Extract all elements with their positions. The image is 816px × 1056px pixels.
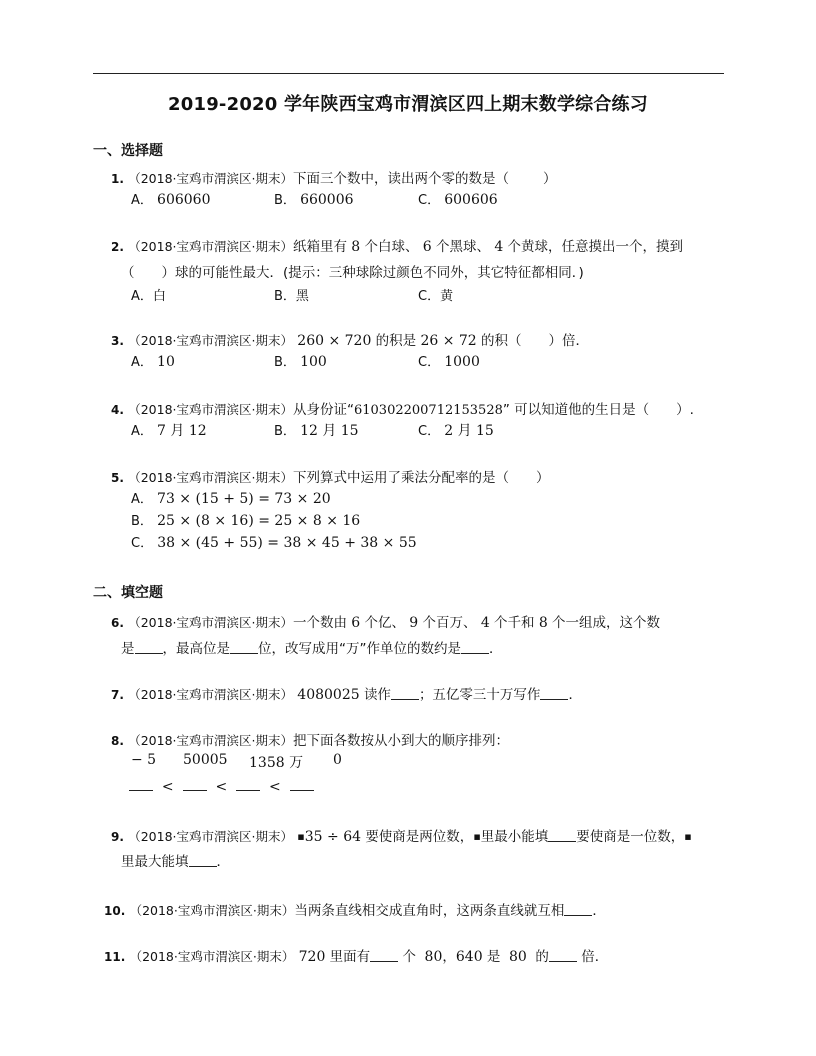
option-c: C． 1000: [418, 354, 480, 370]
number-item: 50005: [183, 752, 228, 768]
section-heading-fill: 二、填空题: [93, 585, 163, 601]
option-b: B．黑: [274, 289, 309, 304]
question-number: 2.: [111, 240, 124, 254]
answer-blank[interactable]: [189, 854, 217, 867]
question-source: （2018·宝鸡市渭滨区·期末）: [129, 903, 295, 918]
option-value: 606060: [157, 192, 211, 208]
question-number: 7.: [111, 688, 124, 702]
option-b: B． 100: [274, 354, 327, 370]
option-c: C． 2 月 15: [418, 423, 494, 439]
number-item: 0: [333, 752, 342, 768]
answer-blank[interactable]: [391, 687, 419, 700]
question-text: 下面三个数中，读出两个零的数是（: [292, 171, 509, 187]
option-c: C． 600606: [418, 192, 498, 208]
question-7: 7. （2018·宝鸡市渭滨区·期末） 4080025 读作 ；五亿零三十万写作 ．: [111, 687, 582, 703]
answer-blank[interactable]: [461, 641, 489, 654]
answer-blank[interactable]: [236, 778, 260, 791]
question-2: 2. （2018·宝鸡市渭滨区·期末）纸箱里有 8 个白球、 6 个黑球、 4 个黄球，任意摸出一个，摸到: [111, 239, 684, 255]
option-a: A． 606060: [131, 192, 211, 208]
option-value: 73 × (15 + 5) = 73 × 20: [157, 491, 331, 507]
question-number: 5.: [111, 471, 124, 485]
question-source: （2018·宝鸡市渭滨区·期末）: [128, 615, 293, 630]
question-source: （2018·宝鸡市渭滨区·期末）: [128, 239, 293, 254]
question-2-line-2: （ ）球的可能性最大．(提示：三种球除过颜色不同外，其它特征都相同．): [121, 265, 584, 281]
answer-blank[interactable]: [129, 778, 153, 791]
answer-blank[interactable]: [564, 903, 592, 916]
question-number: 11.: [104, 950, 126, 964]
option-value: 7 月 12: [157, 423, 207, 439]
question-source: （2018·宝鸡市渭滨区·期末）: [128, 333, 293, 348]
option-value: 白: [152, 289, 166, 304]
question-number: 3.: [111, 334, 124, 348]
question-6: 6. （2018·宝鸡市渭滨区·期末）一个数由 6 个亿、 9 个百万、 4 个千和 8 个一组成，这个数: [111, 615, 661, 631]
number-item: − 5: [131, 752, 157, 768]
question-5: 5. （2018·宝鸡市渭滨区·期末）下列算式中运用了乘法分配率的是（ ）: [111, 470, 550, 486]
option-value: 100: [300, 354, 327, 370]
option-b: B． 25 × (8 × 16) = 25 × 8 × 16: [131, 513, 361, 529]
question-3: 3. （2018·宝鸡市渭滨区·期末） 260 × 720 的积是 26 × 72 的积（ ）倍．: [111, 333, 590, 349]
question-source: （2018·宝鸡市渭滨区·期末）: [128, 829, 293, 844]
question-source: （2018·宝鸡市渭滨区·期末）: [128, 687, 293, 702]
option-a: A． 73 × (15 + 5) = 73 × 20: [131, 491, 331, 507]
option-value: 1000: [444, 354, 480, 370]
question-number: 1.: [111, 172, 124, 186]
header-rule: [93, 73, 724, 74]
option-value: 38 × (45 + 55) = 38 × 45 + 38 × 55: [157, 535, 417, 551]
option-value: 2 月 15: [444, 423, 494, 439]
number-item: 1358 万: [249, 755, 304, 771]
page-title: 2019-2020 学年陕西宝鸡市渭滨区四上期末数学综合练习: [168, 94, 648, 115]
question-source: （2018·宝鸡市渭滨区·期末）: [128, 733, 293, 748]
option-c: C．黄: [418, 289, 454, 304]
answer-blank[interactable]: [135, 641, 163, 654]
question-4: 4. （2018·宝鸡市渭滨区·期末）从身份证“610302200712153528” 可以知道他的生日是（ ）.: [111, 402, 694, 418]
question-number: 6.: [111, 616, 124, 630]
question-6-line-2: 是 ，最高位是 位，改写成用“万”作单位的数约是 ．: [121, 641, 503, 657]
question-1: [111, 167, 556, 187]
option-value: 600606: [444, 192, 498, 208]
question-source: （2018·宝鸡市渭滨区·期末）: [128, 171, 293, 186]
answer-blank[interactable]: [230, 641, 258, 654]
answer-blank[interactable]: [290, 778, 314, 791]
question-number: 8.: [111, 734, 124, 748]
answer-blank[interactable]: [548, 829, 576, 842]
section-heading-choice: 一、选择题: [93, 143, 163, 159]
option-a: A． 7 月 12: [131, 423, 207, 439]
option-value: 10: [157, 354, 175, 370]
option-value: 12 月 15: [300, 423, 359, 439]
question-9-line-2: 里最大能填 ．: [121, 854, 230, 870]
option-c: C． 38 × (45 + 55) = 38 × 45 + 38 × 55: [131, 535, 417, 551]
answer-blank[interactable]: [540, 687, 568, 700]
option-b: B． 660006: [274, 192, 354, 208]
question-text-close: ）: [542, 171, 557, 187]
question-11: 11. （2018·宝鸡市渭滨区·期末） 720 里面有 个 80，640 是 80 的 倍．: [104, 949, 609, 965]
question-source: （2018·宝鸡市渭滨区·期末）: [129, 949, 295, 964]
option-value: 660006: [300, 192, 354, 208]
option-b: B． 12 月 15: [274, 423, 359, 439]
id-number: 610302200712153528: [353, 403, 503, 418]
question-10: 10. （2018·宝鸡市渭滨区·期末）当两条直线相交成直角时，这两条直线就互相 ．: [104, 903, 606, 919]
answer-blank[interactable]: [549, 949, 577, 962]
option-value: 25 × (8 × 16) = 25 × 8 × 16: [157, 513, 361, 529]
option-value: 黑: [295, 289, 309, 304]
question-9: 9. （2018·宝鸡市渭滨区·期末） ▪35 ÷ 64 要使商是两位数，▪里最小能填 要使商是一位数，▪: [111, 829, 692, 845]
question-number: 10.: [104, 904, 126, 918]
option-value: 黄: [440, 289, 454, 304]
option-a: A． 10: [131, 354, 175, 370]
option-a: A．白: [131, 289, 166, 304]
question-source: （2018·宝鸡市渭滨区·期末）: [128, 402, 293, 417]
question-number: 4.: [111, 403, 124, 417]
question-source: （2018·宝鸡市渭滨区·期末）: [128, 470, 293, 485]
ordering-row: < < <: [129, 778, 314, 795]
question-number: 9.: [111, 830, 124, 844]
question-8: 8. （2018·宝鸡市渭滨区·期末）把下面各数按从小到大的顺序排列：: [111, 733, 509, 749]
answer-blank[interactable]: [183, 778, 207, 791]
answer-blank[interactable]: [370, 949, 398, 962]
